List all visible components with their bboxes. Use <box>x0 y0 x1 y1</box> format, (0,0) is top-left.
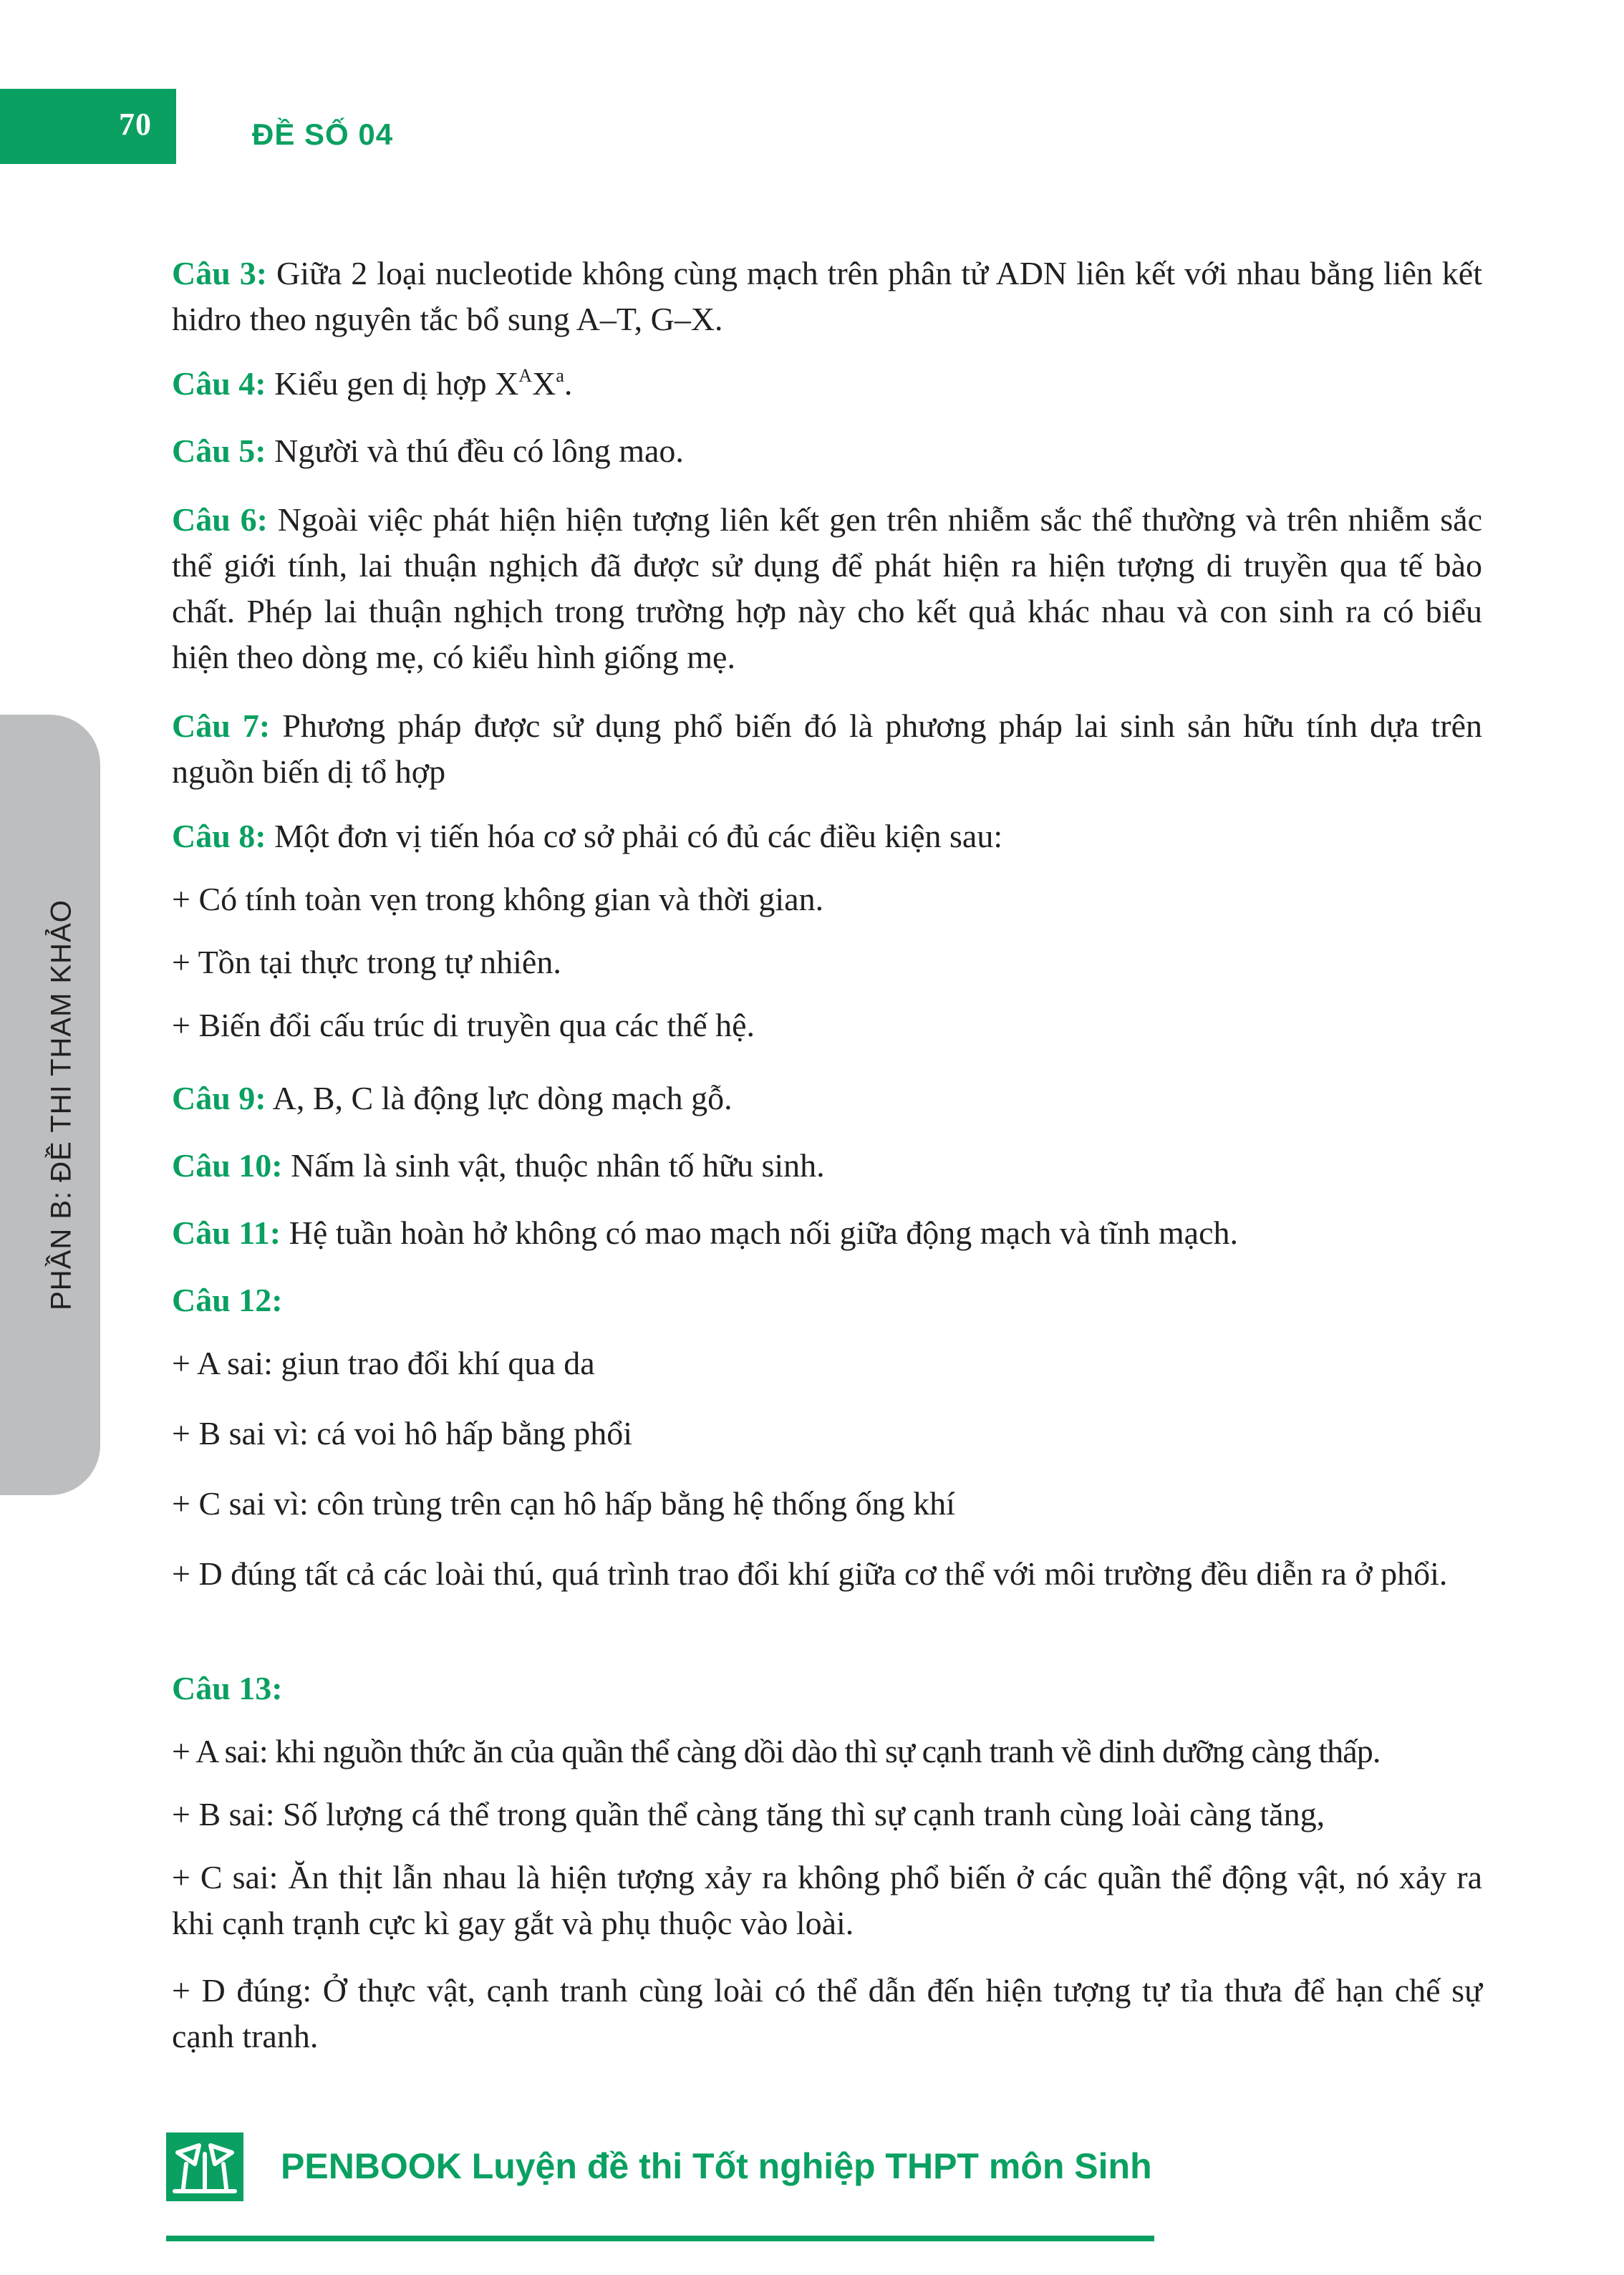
question-label: Câu 8: <box>172 818 266 854</box>
answer-q3 <box>172 251 1482 342</box>
answer-q13 <box>172 1666 1482 1711</box>
question-label: Câu 4: <box>172 365 266 402</box>
answer-q10 <box>172 1143 1482 1189</box>
question-label: Câu 7: <box>172 707 271 744</box>
question-label: Câu 11: <box>172 1214 281 1251</box>
list-item: + C sai: Ăn thịt lẫn nhau là hiện tượng xảy ra không phổ biến ở các quần thể động vật, nó xảy ra khi cạnh trạnh cực kì gay gắt và phụ thuộc vào loài. <box>172 1859 1482 1941</box>
list-item: + D đúng tất cả các loài thú, quá trình trao đổi khí giữa cơ thể với môi trường đều diễn ra ở phổi. <box>172 1555 1448 1592</box>
allele-superscript: A <box>518 365 533 386</box>
answer-q11 <box>172 1210 1482 1256</box>
answer-text: Kiểu gen dị hợp X <box>274 365 519 402</box>
answer-q4 <box>172 361 1482 407</box>
answer-text: . <box>564 365 573 402</box>
list-item: + Tồn tại thực trong tự nhiên. <box>172 944 561 980</box>
answer-text: A, B, C là động lực dòng mạch gỗ. <box>272 1080 733 1116</box>
answer-q9 <box>172 1076 1482 1121</box>
answer-text: Nấm là sinh vật, thuộc nhân tố hữu sinh. <box>291 1147 825 1184</box>
exam-title: ĐỀ SỐ 04 <box>252 117 394 151</box>
answer-text: Phương pháp được sử dụng phổ biến đó là phương pháp lai sinh sản hữu tính dựa trên nguồn biến dị tổ hợp <box>172 707 1483 790</box>
question-label: Câu 12: <box>172 1282 283 1318</box>
question-label: Câu 10: <box>172 1147 283 1184</box>
answer-q5 <box>172 428 1482 474</box>
question-label: Câu 6: <box>172 501 268 538</box>
answer-q7 <box>172 703 1482 795</box>
list-item: + A sai: giun trao đổi khí qua da <box>172 1345 595 1381</box>
list-item: + B sai vì: cá voi hô hấp bằng phổi <box>172 1415 633 1452</box>
answer-q6 <box>172 497 1482 680</box>
footer-book-title: PENBOOK Luyện đề thi Tốt nghiệp THPT môn Sinh <box>281 2146 1152 2186</box>
question-label: Câu 3: <box>172 255 268 291</box>
list-item: + A sai: khi nguồn thức ăn của quần thể càng dồi dào thì sự cạnh tranh về dinh dưỡng càng thấp. <box>172 1733 1381 1769</box>
answer-q8 <box>172 813 1482 859</box>
penbook-logo-icon <box>166 2132 243 2201</box>
list-item: + Biến đổi cấu trúc di truyền qua các thế hệ. <box>172 1007 755 1043</box>
allele-superscript: a <box>556 365 564 386</box>
question-label: Câu 5: <box>172 433 266 469</box>
list-item: + B sai: Số lượng cá thể trong quần thể càng tăng thì sự cạnh tranh cùng loài càng tăng, <box>172 1796 1325 1832</box>
question-label: Câu 9: <box>172 1080 266 1116</box>
footer-divider <box>166 2236 1154 2241</box>
answer-text: X <box>532 365 556 402</box>
page-number: 70 <box>119 107 152 142</box>
list-item: + C sai vì: côn trùng trên cạn hô hấp bằng hệ thống ống khí <box>172 1485 955 1522</box>
section-side-label: PHẦN B: ĐỀ THI THAM KHẢO <box>45 899 77 1310</box>
list-item: + D đúng: Ở thực vật, cạnh tranh cùng loài có thể dẫn đến hiện tượng tự tỉa thưa để hạn chế sự cạnh tranh. <box>172 1972 1482 2054</box>
answer-q12 <box>172 1277 1482 1323</box>
list-item: + Có tính toàn vẹn trong không gian và thời gian. <box>172 881 824 917</box>
answer-text: Một đơn vị tiến hóa cơ sở phải có đủ các điều kiện sau: <box>274 818 1003 854</box>
answer-text: Giữa 2 loại nucleotide không cùng mạch trên phân tử ADN liên kết với nhau bằng liên kết hidro theo nguyên tắc bổ sung A–T, G–X. <box>172 255 1482 337</box>
answer-text: Người và thú đều có lông mao. <box>274 433 684 469</box>
answer-text: Ngoài việc phát hiện hiện tượng liên kết gen trên nhiễm sắc thể thường và trên nhiễm sắc thể giới tính, lai thuận nghịch đã được sử dụng để phát hiện ra hiện tượng di truyền qua tế bào chất. Phép lai thuận nghịch trong trường hợp này cho kết quả khác nhau và con sinh ra có biểu hiện theo dòng mẹ, có kiểu hình giống mẹ. <box>172 501 1482 675</box>
question-label: Câu 13: <box>172 1670 283 1706</box>
answer-text: Hệ tuần hoàn hở không có mao mạch nối giữa động mạch và tĩnh mạch. <box>289 1214 1239 1251</box>
